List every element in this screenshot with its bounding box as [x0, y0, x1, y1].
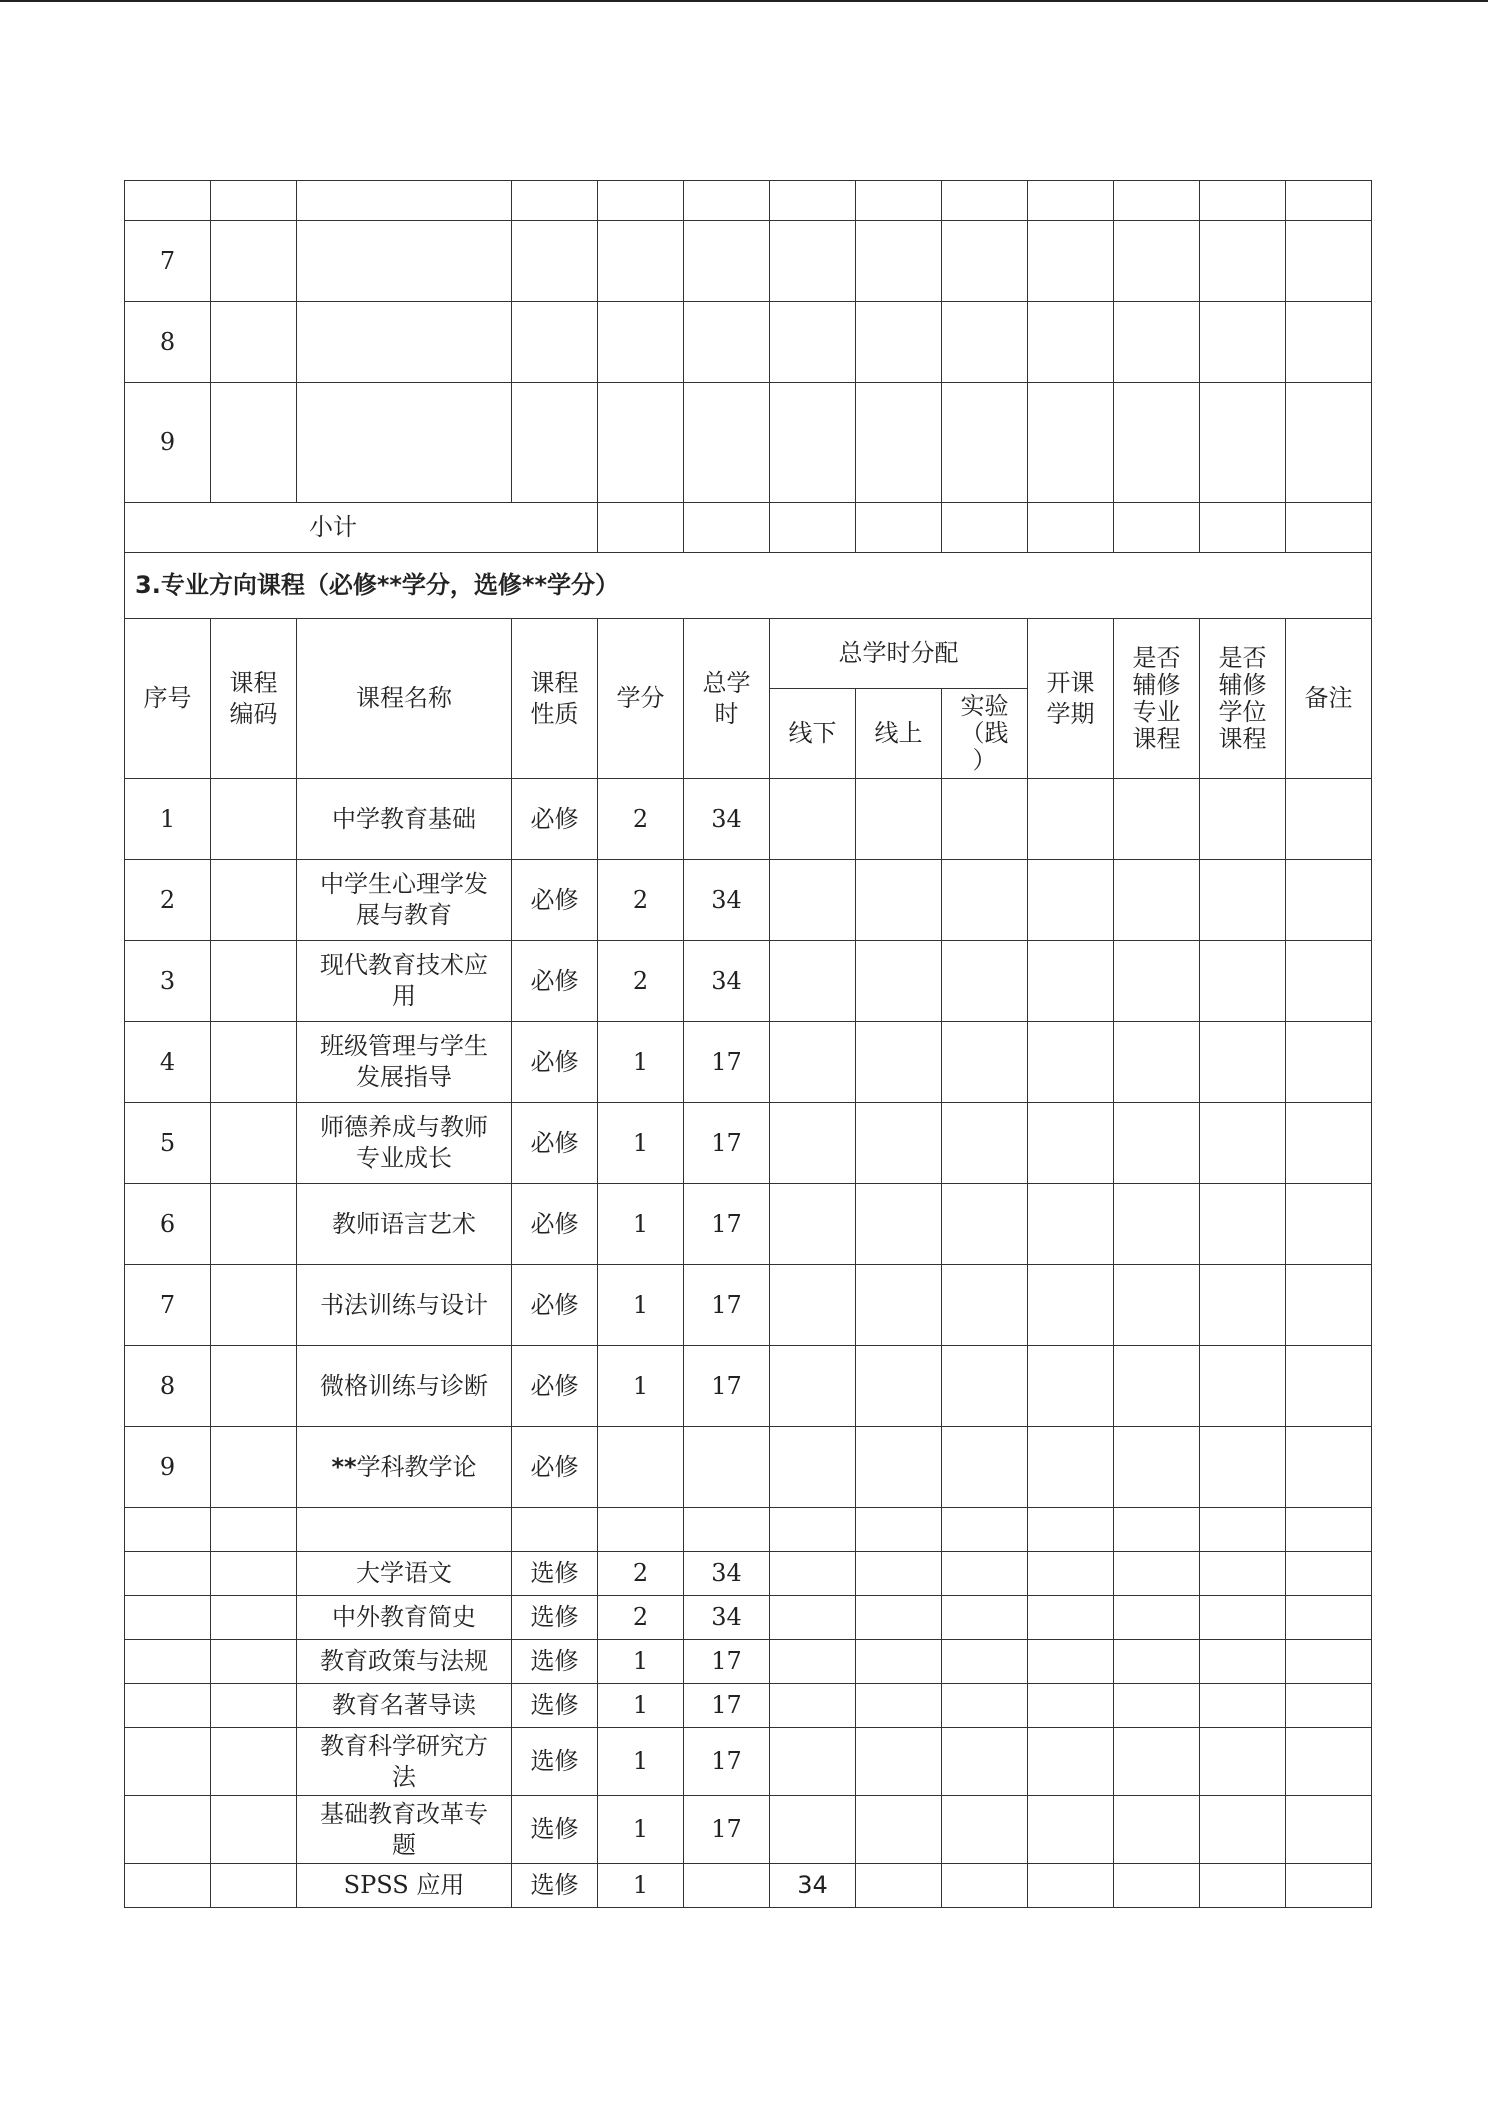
credit-cell: 1: [598, 1346, 684, 1427]
nature-cell: 必修: [512, 779, 598, 860]
seq-cell: 9: [125, 1427, 211, 1508]
table-row: [125, 1728, 1372, 1796]
course-name: 中外教育简史: [297, 1596, 512, 1640]
course-table: [124, 180, 1372, 1908]
nature-cell: 必修: [512, 1184, 598, 1265]
header-name: 课程名称: [297, 619, 512, 779]
hours-cell: 17: [684, 1265, 770, 1346]
header-credit: 学分: [598, 619, 684, 779]
seq-cell: 7: [125, 221, 211, 302]
course-name: 基础教育改革专 题: [297, 1796, 512, 1864]
header-minor-degree: 是否 辅修 学位 课程: [1200, 619, 1286, 779]
seq-cell: 8: [125, 302, 211, 383]
table-row: [125, 1346, 1372, 1427]
subtotal-label: 小计: [125, 503, 598, 553]
subtotal-row: [125, 503, 1372, 553]
nature-cell: 选修: [512, 1684, 598, 1728]
header-nature: 课程 性质: [512, 619, 598, 779]
nature-cell: 选修: [512, 1640, 598, 1684]
hours-cell: 34: [684, 779, 770, 860]
hours-cell: 34: [684, 1552, 770, 1596]
hours-cell: 17: [684, 1728, 770, 1796]
hours-cell: 17: [684, 1796, 770, 1864]
credit-cell: 2: [598, 1552, 684, 1596]
header-seq: 序号: [125, 619, 211, 779]
credit-cell: 2: [598, 941, 684, 1022]
table-row: [125, 1427, 1372, 1508]
nature-cell: 必修: [512, 941, 598, 1022]
credit-cell: 1: [598, 1864, 684, 1908]
credit-cell: 1: [598, 1796, 684, 1864]
table-row: [125, 941, 1372, 1022]
header-row: [125, 619, 1372, 689]
table-row: [125, 1864, 1372, 1908]
nature-cell: 必修: [512, 1103, 598, 1184]
course-name: 班级管理与学生 发展指导: [297, 1022, 512, 1103]
nature-cell: 必修: [512, 1427, 598, 1508]
course-name: 微格训练与诊断: [297, 1346, 512, 1427]
table-row: [125, 1552, 1372, 1596]
hours-cell: 34: [684, 941, 770, 1022]
nature-cell: 必修: [512, 860, 598, 941]
seq-cell: 7: [125, 1265, 211, 1346]
header-code: 课程 编码: [211, 619, 297, 779]
nature-cell: 选修: [512, 1728, 598, 1796]
nature-cell: 必修: [512, 1346, 598, 1427]
seq-cell: 8: [125, 1346, 211, 1427]
credit-cell: 1: [598, 1184, 684, 1265]
table-row: [125, 1184, 1372, 1265]
course-name: SPSS 应用: [297, 1864, 512, 1908]
hours-cell: 34: [684, 1596, 770, 1640]
credit-cell: 1: [598, 1640, 684, 1684]
hours-cell: 17: [684, 1684, 770, 1728]
credit-cell: 2: [598, 1596, 684, 1640]
nature-cell: 选修: [512, 1552, 598, 1596]
header-term: 开课 学期: [1028, 619, 1114, 779]
table-row: [125, 1596, 1372, 1640]
course-name: 教师语言艺术: [297, 1184, 512, 1265]
course-name: 现代教育技术应 用: [297, 941, 512, 1022]
hours-cell: 17: [684, 1022, 770, 1103]
section-heading-row: [125, 553, 1372, 619]
header-minor-major: 是否 辅修 专业 课程: [1114, 619, 1200, 779]
table-row: [125, 1684, 1372, 1728]
section-title: 3.专业方向课程（必修**学分，选修**学分）: [125, 553, 1372, 619]
nature-cell: 选修: [512, 1796, 598, 1864]
header-hours: 总学 时: [684, 619, 770, 779]
table-row: [125, 1022, 1372, 1103]
table-row: [125, 383, 1372, 503]
table-row: [125, 860, 1372, 941]
credit-cell: 1: [598, 1684, 684, 1728]
credit-cell: 1: [598, 1103, 684, 1184]
seq-cell: 4: [125, 1022, 211, 1103]
course-name: 中学生心理学发 展与教育: [297, 860, 512, 941]
page-top-border: [0, 0, 1488, 2]
table-row: [125, 1508, 1372, 1552]
seq-cell: 5: [125, 1103, 211, 1184]
course-name: 教育科学研究方 法: [297, 1728, 512, 1796]
header-offline: 线下: [770, 689, 856, 779]
course-name: 大学语文: [297, 1552, 512, 1596]
header-online: 线上: [856, 689, 942, 779]
seq-cell: 9: [125, 383, 211, 503]
seq-cell: 3: [125, 941, 211, 1022]
nature-cell: 选修: [512, 1596, 598, 1640]
header-remark: 备注: [1286, 619, 1372, 779]
course-name: 师德养成与教师 专业成长: [297, 1103, 512, 1184]
course-name: 中学教育基础: [297, 779, 512, 860]
table-row: [125, 302, 1372, 383]
hours-cell: 17: [684, 1184, 770, 1265]
course-name: 教育政策与法规: [297, 1640, 512, 1684]
table-row: [125, 1103, 1372, 1184]
credit-cell: 1: [598, 1265, 684, 1346]
table-row: [125, 1265, 1372, 1346]
header-lab: 实验 （践 ）: [942, 689, 1028, 779]
header-hours-allocation: 总学时分配: [770, 619, 1028, 689]
table-row: [125, 1796, 1372, 1864]
table-row: [125, 1640, 1372, 1684]
credit-cell: 2: [598, 860, 684, 941]
nature-cell: 必修: [512, 1022, 598, 1103]
hours-cell: 17: [684, 1103, 770, 1184]
course-name: **学科教学论: [297, 1427, 512, 1508]
nature-cell: 必修: [512, 1265, 598, 1346]
hours-cell: 34: [684, 860, 770, 941]
credit-cell: 2: [598, 779, 684, 860]
table-row: [125, 221, 1372, 302]
seq-cell: 1: [125, 779, 211, 860]
offline-hours-cell: 34: [770, 1864, 856, 1908]
credit-cell: 1: [598, 1022, 684, 1103]
hours-cell: 17: [684, 1346, 770, 1427]
seq-cell: 6: [125, 1184, 211, 1265]
hours-cell: 17: [684, 1640, 770, 1684]
table-row: [125, 181, 1372, 221]
table-row: [125, 779, 1372, 860]
course-name: 书法训练与设计: [297, 1265, 512, 1346]
course-name: 教育名著导读: [297, 1684, 512, 1728]
seq-cell: 2: [125, 860, 211, 941]
credit-cell: 1: [598, 1728, 684, 1796]
nature-cell: 选修: [512, 1864, 598, 1908]
